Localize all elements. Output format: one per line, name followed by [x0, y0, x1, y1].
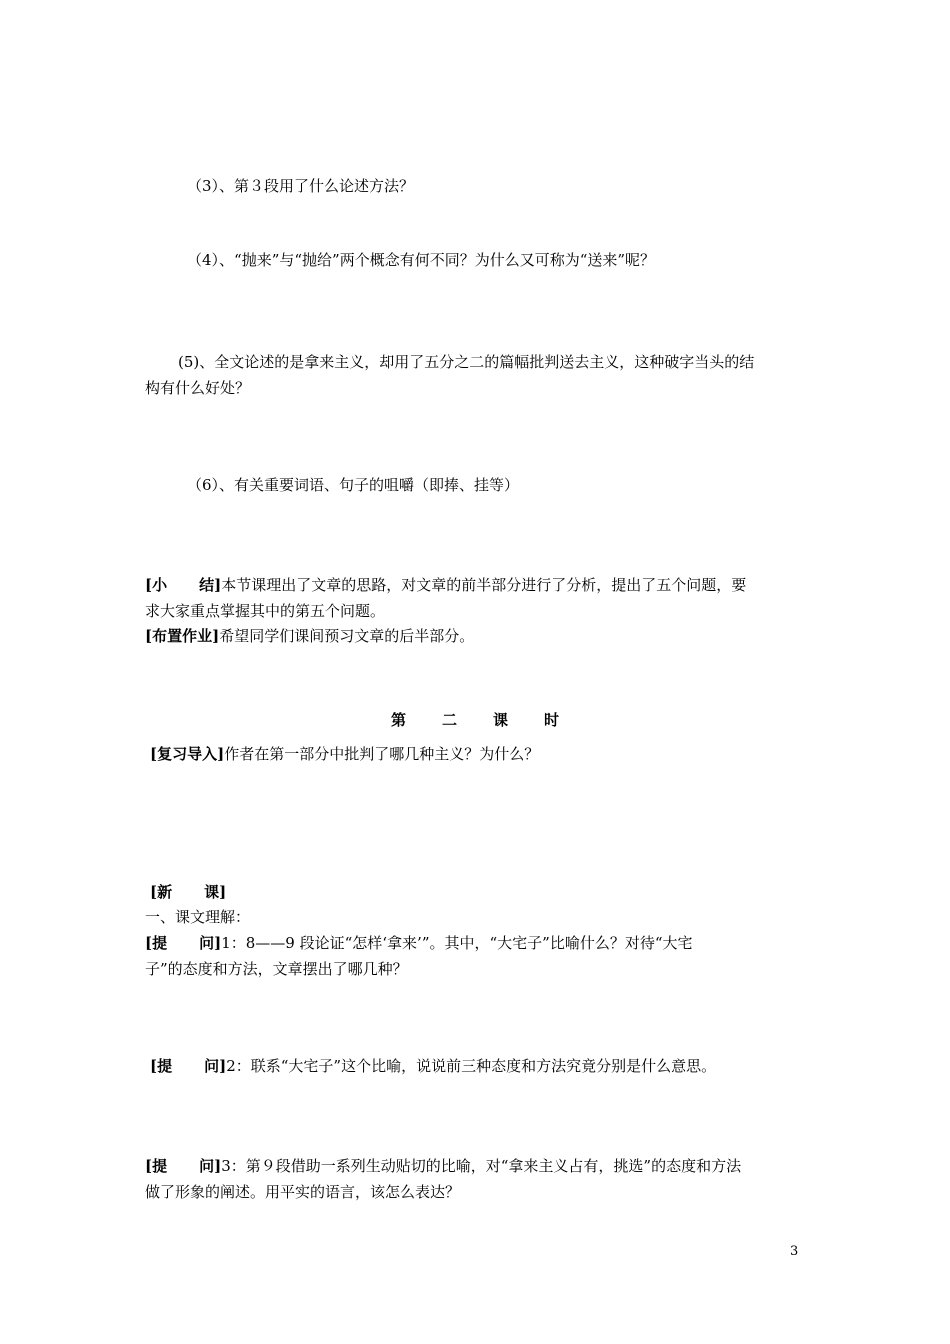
ask-1-line-2: 子”的态度和方法，文章摆出了哪几种？	[145, 960, 408, 978]
ask-1-line-1	[145, 930, 810, 956]
question-5-line-1: (5)、全文论述的是拿来主义，却用了五分之二的篇幅批判送去主义，这种破字当头的结	[178, 353, 755, 371]
summary-text-1: 本节课理出了文章的思路，对文章的前半部分进行了分析，提出了五个问题，要	[221, 576, 747, 594]
new-lesson-line	[150, 879, 815, 905]
section-heading	[0, 707, 950, 733]
review-line	[150, 741, 815, 767]
ask-label-end: 问]	[199, 1157, 222, 1175]
review-label: [复习导入]	[150, 745, 225, 763]
heading-char-3: 课	[493, 711, 509, 729]
section-1-title: 一、课文理解：	[145, 908, 251, 926]
question-3: （3）、第３段用了什么论述方法？	[187, 177, 415, 195]
ask-1-text-1: 1：8——9 段论证“怎样‘拿来’”。其中，“大宅子”比喻什么？对待“大宅	[221, 934, 693, 952]
question-4: （4）、“抛来”与“抛给”两个概念有何不同？为什么又可称为“送来”呢？	[187, 251, 656, 269]
summary-label-end: 结]	[199, 576, 222, 594]
homework-text: 希望同学们课间预习文章的后半部分。	[219, 627, 475, 645]
ask-3-line-1	[145, 1153, 810, 1179]
ask-label-start: [提	[145, 934, 168, 952]
page-number: 3	[790, 1244, 799, 1259]
question-5-line-2: 构有什么好处？	[145, 379, 251, 397]
summary-label-start: [小	[145, 576, 168, 594]
heading-char-2: 二	[441, 711, 457, 729]
homework-line	[145, 623, 810, 649]
new-label-start: [新	[150, 883, 173, 901]
ask-3-line-2: 做了形象的阐述。用平实的语言，该怎么表达？	[145, 1183, 461, 1201]
heading-char-4: 时	[544, 711, 560, 729]
summary-line-2: 求大家重点掌握其中的第五个问题。	[145, 602, 386, 620]
ask-2-line	[150, 1053, 815, 1079]
ask-label-start: [提	[150, 1057, 173, 1075]
ask-label-end: 问]	[199, 934, 222, 952]
question-6: （6）、有关重要词语、句子的咀嚼（即捧、挂等）	[187, 476, 520, 494]
heading-char-1: 第	[390, 711, 406, 729]
ask-label-start: [提	[145, 1157, 168, 1175]
review-text: 作者在第一部分中批判了哪几种主义？为什么？	[224, 745, 540, 763]
ask-3-text-1: 3：第９段借助一系列生动贴切的比喻，对“拿来主义占有，挑选”的态度和方法	[221, 1157, 742, 1175]
ask-label-end: 问]	[204, 1057, 227, 1075]
ask-2-text: 2：联系“大宅子”这个比喻，说说前三种态度和方法究竟分别是什么意思。	[226, 1057, 717, 1075]
homework-label: [布置作业]	[145, 627, 220, 645]
summary-line-1	[145, 572, 810, 598]
new-label-end: 课]	[204, 883, 227, 901]
